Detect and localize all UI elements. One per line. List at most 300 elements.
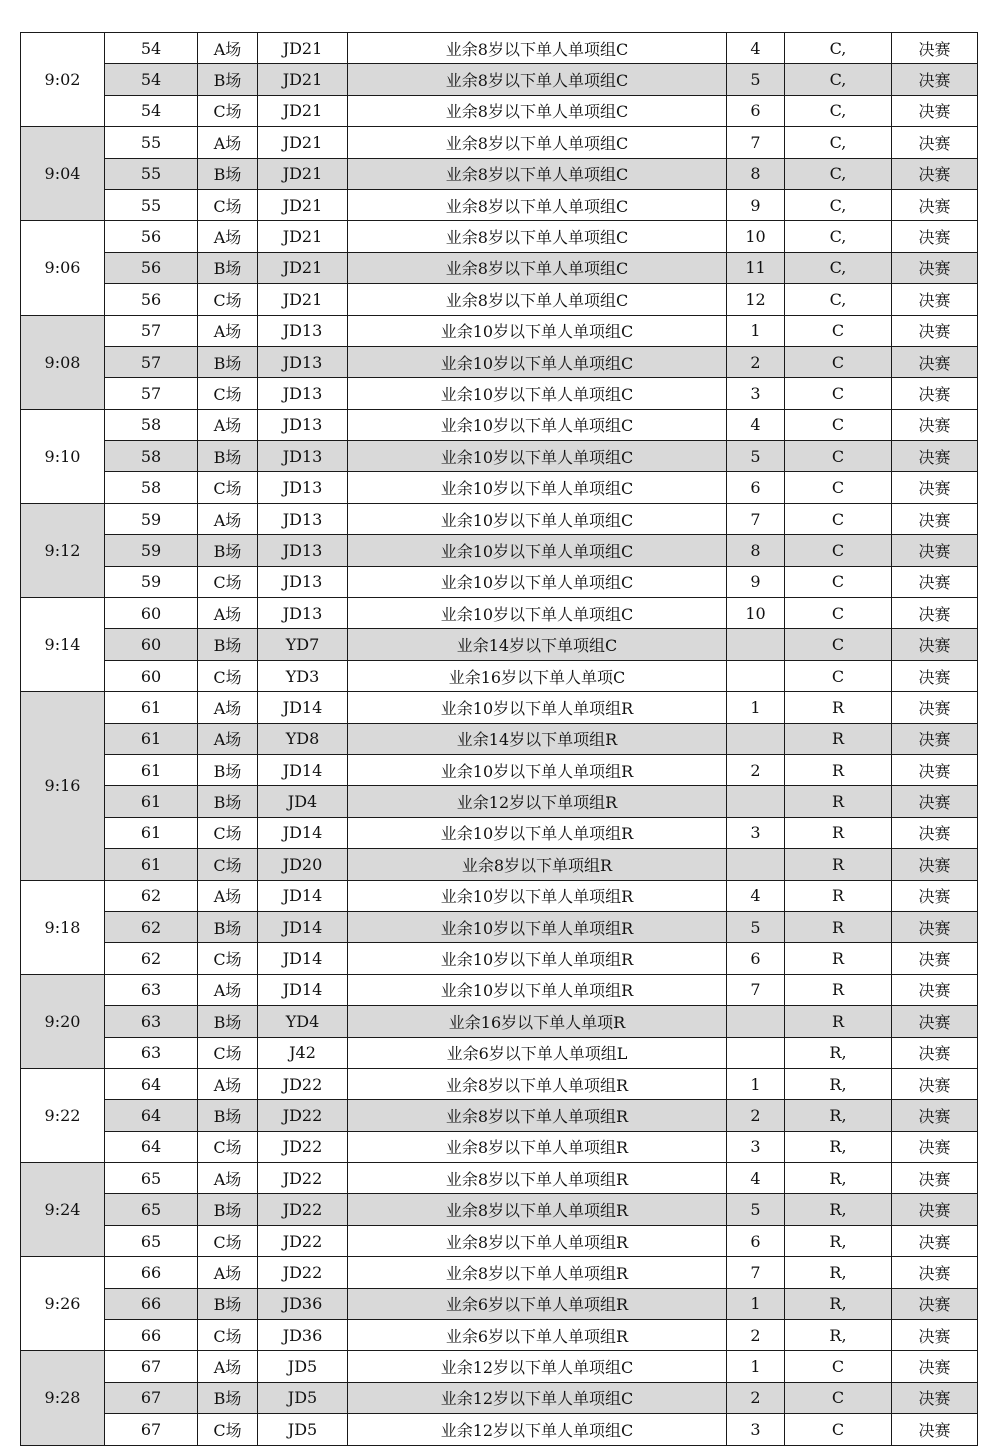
event-name-cell: 业余10岁以下单人单项组C <box>348 441 727 472</box>
sequence-cell: 4 <box>727 409 785 440</box>
match-number-cell: 65 <box>105 1194 198 1225</box>
table-row <box>21 33 978 64</box>
match-number-cell: 61 <box>105 849 198 880</box>
event-name-cell: 业余8岁以下单人单项组R <box>348 1131 727 1162</box>
match-number-cell: 54 <box>105 33 198 64</box>
category-cell: C <box>785 535 892 566</box>
court-cell: A场 <box>198 315 258 346</box>
event-code-cell: JD21 <box>258 284 348 315</box>
event-code-cell: J42 <box>258 1037 348 1068</box>
sequence-cell: 9 <box>727 189 785 220</box>
round-cell: 决赛 <box>892 1163 978 1194</box>
event-name-cell: 业余6岁以下单人单项组L <box>348 1037 727 1068</box>
event-name-cell: 业余8岁以下单人单项组C <box>348 158 727 189</box>
table-row <box>21 911 978 942</box>
category-cell: C, <box>785 284 892 315</box>
sequence-cell: 2 <box>727 1320 785 1351</box>
table-row <box>21 95 978 126</box>
sequence-cell: 2 <box>727 1100 785 1131</box>
court-cell: C场 <box>198 817 258 848</box>
match-number-cell: 65 <box>105 1163 198 1194</box>
match-number-cell: 65 <box>105 1225 198 1256</box>
sequence-cell <box>727 1037 785 1068</box>
match-number-cell: 58 <box>105 441 198 472</box>
event-code-cell: JD13 <box>258 378 348 409</box>
event-code-cell: JD5 <box>258 1414 348 1445</box>
court-cell: A场 <box>198 974 258 1005</box>
sequence-cell: 3 <box>727 1414 785 1445</box>
table-row <box>21 1288 978 1319</box>
event-code-cell: JD14 <box>258 692 348 723</box>
event-name-cell: 业余8岁以下单人单项组R <box>348 1225 727 1256</box>
court-cell: A场 <box>198 1257 258 1288</box>
table-row <box>21 472 978 503</box>
round-cell: 决赛 <box>892 33 978 64</box>
match-number-cell: 60 <box>105 660 198 691</box>
category-cell: R <box>785 692 892 723</box>
category-cell: R, <box>785 1100 892 1131</box>
court-cell: C场 <box>198 849 258 880</box>
table-row <box>21 252 978 283</box>
category-cell: C, <box>785 33 892 64</box>
match-number-cell: 64 <box>105 1131 198 1162</box>
court-cell: A场 <box>198 1068 258 1099</box>
event-name-cell: 业余8岁以下单项组R <box>348 849 727 880</box>
round-cell: 决赛 <box>892 566 978 597</box>
sequence-cell: 7 <box>727 503 785 534</box>
event-name-cell: 业余16岁以下单人单项R <box>348 1006 727 1037</box>
event-name-cell: 业余10岁以下单人单项组C <box>348 472 727 503</box>
table-row <box>21 1194 978 1225</box>
category-cell: C <box>785 346 892 377</box>
event-code-cell: JD14 <box>258 974 348 1005</box>
category-cell: R <box>785 786 892 817</box>
event-name-cell: 业余10岁以下单人单项组R <box>348 974 727 1005</box>
event-code-cell: JD13 <box>258 472 348 503</box>
event-name-cell: 业余8岁以下单人单项组R <box>348 1068 727 1099</box>
match-number-cell: 61 <box>105 723 198 754</box>
table-row <box>21 346 978 377</box>
court-cell: B场 <box>198 252 258 283</box>
round-cell: 决赛 <box>892 472 978 503</box>
category-cell: R <box>785 849 892 880</box>
match-number-cell: 59 <box>105 503 198 534</box>
time-slot-cell: 9:06 <box>21 221 105 315</box>
category-cell: R, <box>785 1068 892 1099</box>
court-cell: A场 <box>198 409 258 440</box>
event-code-cell: JD14 <box>258 754 348 785</box>
table-row <box>21 786 978 817</box>
court-cell: C场 <box>198 1225 258 1256</box>
match-number-cell: 62 <box>105 911 198 942</box>
round-cell: 决赛 <box>892 974 978 1005</box>
event-code-cell: JD13 <box>258 315 348 346</box>
court-cell: B场 <box>198 1288 258 1319</box>
round-cell: 决赛 <box>892 284 978 315</box>
round-cell: 决赛 <box>892 158 978 189</box>
event-name-cell: 业余10岁以下单人单项组C <box>348 315 727 346</box>
table-row <box>21 598 978 629</box>
event-name-cell: 业余12岁以下单人单项组C <box>348 1414 727 1445</box>
event-name-cell: 业余8岁以下单人单项组C <box>348 64 727 95</box>
table-row <box>21 221 978 252</box>
category-cell: C <box>785 598 892 629</box>
court-cell: B场 <box>198 1100 258 1131</box>
event-name-cell: 业余8岁以下单人单项组C <box>348 284 727 315</box>
sequence-cell <box>727 723 785 754</box>
event-code-cell: JD36 <box>258 1320 348 1351</box>
event-code-cell: JD21 <box>258 95 348 126</box>
sequence-cell <box>727 660 785 691</box>
sequence-cell: 2 <box>727 1382 785 1413</box>
match-number-cell: 57 <box>105 346 198 377</box>
category-cell: C <box>785 472 892 503</box>
event-code-cell: JD22 <box>258 1100 348 1131</box>
round-cell: 决赛 <box>892 1068 978 1099</box>
court-cell: B场 <box>198 786 258 817</box>
round-cell: 决赛 <box>892 535 978 566</box>
event-name-cell: 业余10岁以下单人单项组C <box>348 378 727 409</box>
event-name-cell: 业余10岁以下单人单项组R <box>348 911 727 942</box>
round-cell: 决赛 <box>892 754 978 785</box>
category-cell: C <box>785 566 892 597</box>
time-slot-cell: 9:18 <box>21 880 105 974</box>
match-number-cell: 59 <box>105 566 198 597</box>
category-cell: C <box>785 1382 892 1413</box>
time-slot-cell: 9:10 <box>21 409 105 503</box>
sequence-cell: 5 <box>727 911 785 942</box>
sequence-cell <box>727 629 785 660</box>
table-row <box>21 1068 978 1099</box>
round-cell: 决赛 <box>892 1257 978 1288</box>
match-number-cell: 67 <box>105 1351 198 1382</box>
category-cell: R <box>785 974 892 1005</box>
court-cell: C场 <box>198 95 258 126</box>
sequence-cell: 6 <box>727 1225 785 1256</box>
round-cell: 决赛 <box>892 723 978 754</box>
event-code-cell: JD22 <box>258 1131 348 1162</box>
event-name-cell: 业余12岁以下单人单项组C <box>348 1382 727 1413</box>
time-slot-cell: 9:12 <box>21 503 105 597</box>
event-code-cell: JD21 <box>258 33 348 64</box>
table-row <box>21 849 978 880</box>
category-cell: C <box>785 660 892 691</box>
round-cell: 决赛 <box>892 64 978 95</box>
round-cell: 决赛 <box>892 849 978 880</box>
event-code-cell: JD13 <box>258 598 348 629</box>
event-name-cell: 业余10岁以下单人单项组R <box>348 692 727 723</box>
category-cell: C <box>785 378 892 409</box>
category-cell: C <box>785 503 892 534</box>
category-cell: R, <box>785 1320 892 1351</box>
event-code-cell: JD21 <box>258 189 348 220</box>
event-code-cell: JD13 <box>258 535 348 566</box>
category-cell: R, <box>785 1131 892 1162</box>
event-code-cell: YD7 <box>258 629 348 660</box>
round-cell: 决赛 <box>892 817 978 848</box>
event-code-cell: JD22 <box>258 1225 348 1256</box>
round-cell: 决赛 <box>892 378 978 409</box>
event-name-cell: 业余10岁以下单人单项组R <box>348 817 727 848</box>
event-code-cell: YD4 <box>258 1006 348 1037</box>
match-number-cell: 55 <box>105 127 198 158</box>
court-cell: A场 <box>198 1351 258 1382</box>
match-number-cell: 55 <box>105 158 198 189</box>
time-slot-cell: 9:20 <box>21 974 105 1068</box>
sequence-cell <box>727 1006 785 1037</box>
match-number-cell: 66 <box>105 1257 198 1288</box>
time-slot-cell: 9:24 <box>21 1163 105 1257</box>
event-name-cell: 业余10岁以下单人单项组R <box>348 943 727 974</box>
sequence-cell: 3 <box>727 817 785 848</box>
match-number-cell: 57 <box>105 378 198 409</box>
sequence-cell: 3 <box>727 378 785 409</box>
court-cell: A场 <box>198 503 258 534</box>
event-name-cell: 业余8岁以下单人单项组R <box>348 1194 727 1225</box>
table-row <box>21 284 978 315</box>
category-cell: C, <box>785 64 892 95</box>
court-cell: B场 <box>198 1006 258 1037</box>
sequence-cell: 7 <box>727 974 785 1005</box>
court-cell: B场 <box>198 64 258 95</box>
sequence-cell: 11 <box>727 252 785 283</box>
sequence-cell <box>727 849 785 880</box>
event-name-cell: 业余6岁以下单人单项组R <box>348 1288 727 1319</box>
event-code-cell: JD20 <box>258 849 348 880</box>
event-code-cell: JD14 <box>258 943 348 974</box>
court-cell: C场 <box>198 660 258 691</box>
match-number-cell: 61 <box>105 754 198 785</box>
round-cell: 决赛 <box>892 315 978 346</box>
round-cell: 决赛 <box>892 1382 978 1413</box>
court-cell: C场 <box>198 284 258 315</box>
sequence-cell: 8 <box>727 158 785 189</box>
event-code-cell: JD21 <box>258 158 348 189</box>
category-cell: C <box>785 1351 892 1382</box>
court-cell: C场 <box>198 943 258 974</box>
match-number-cell: 58 <box>105 409 198 440</box>
event-code-cell: JD21 <box>258 127 348 158</box>
round-cell: 决赛 <box>892 189 978 220</box>
table-row <box>21 723 978 754</box>
sequence-cell: 10 <box>727 221 785 252</box>
table-row <box>21 64 978 95</box>
round-cell: 决赛 <box>892 221 978 252</box>
sequence-cell: 12 <box>727 284 785 315</box>
round-cell: 决赛 <box>892 1131 978 1162</box>
event-name-cell: 业余6岁以下单人单项组R <box>348 1320 727 1351</box>
table-row <box>21 1320 978 1351</box>
match-number-cell: 63 <box>105 1037 198 1068</box>
event-code-cell: JD21 <box>258 252 348 283</box>
sequence-cell: 9 <box>727 566 785 597</box>
sequence-cell: 6 <box>727 472 785 503</box>
court-cell: B场 <box>198 346 258 377</box>
table-row <box>21 566 978 597</box>
table-row <box>21 974 978 1005</box>
round-cell: 决赛 <box>892 1194 978 1225</box>
event-code-cell: JD22 <box>258 1068 348 1099</box>
category-cell: C, <box>785 158 892 189</box>
category-cell: R <box>785 754 892 785</box>
round-cell: 决赛 <box>892 127 978 158</box>
table-row <box>21 1100 978 1131</box>
round-cell: 决赛 <box>892 943 978 974</box>
table-row <box>21 660 978 691</box>
round-cell: 决赛 <box>892 1037 978 1068</box>
sequence-cell: 8 <box>727 535 785 566</box>
match-number-cell: 67 <box>105 1414 198 1445</box>
event-code-cell: YD3 <box>258 660 348 691</box>
table-row <box>21 754 978 785</box>
match-number-cell: 64 <box>105 1100 198 1131</box>
round-cell: 决赛 <box>892 786 978 817</box>
sequence-cell: 1 <box>727 1068 785 1099</box>
event-name-cell: 业余10岁以下单人单项组R <box>348 754 727 785</box>
sequence-cell: 7 <box>727 1257 785 1288</box>
sequence-cell: 3 <box>727 1131 785 1162</box>
table-row <box>21 1351 978 1382</box>
court-cell: A场 <box>198 127 258 158</box>
match-number-cell: 61 <box>105 817 198 848</box>
match-number-cell: 56 <box>105 252 198 283</box>
event-code-cell: JD22 <box>258 1163 348 1194</box>
time-slot-cell: 9:16 <box>21 692 105 880</box>
table-row <box>21 692 978 723</box>
event-name-cell: 业余8岁以下单人单项组C <box>348 252 727 283</box>
match-number-cell: 58 <box>105 472 198 503</box>
court-cell: B场 <box>198 441 258 472</box>
match-number-cell: 56 <box>105 221 198 252</box>
event-name-cell: 业余16岁以下单人单项C <box>348 660 727 691</box>
event-code-cell: JD21 <box>258 64 348 95</box>
category-cell: C, <box>785 252 892 283</box>
sequence-cell: 1 <box>727 1351 785 1382</box>
round-cell: 决赛 <box>892 1351 978 1382</box>
table-row <box>21 1382 978 1413</box>
court-cell: C场 <box>198 1414 258 1445</box>
court-cell: B场 <box>198 158 258 189</box>
event-name-cell: 业余8岁以下单人单项组R <box>348 1100 727 1131</box>
sequence-cell: 7 <box>727 127 785 158</box>
event-code-cell: JD13 <box>258 503 348 534</box>
event-code-cell: JD13 <box>258 441 348 472</box>
event-name-cell: 业余10岁以下单人单项组C <box>348 598 727 629</box>
time-slot-cell: 9:02 <box>21 33 105 127</box>
table-row <box>21 629 978 660</box>
table-row <box>21 535 978 566</box>
event-code-cell: JD4 <box>258 786 348 817</box>
match-number-cell: 67 <box>105 1382 198 1413</box>
event-code-cell: JD13 <box>258 566 348 597</box>
event-code-cell: JD13 <box>258 346 348 377</box>
schedule-body <box>21 33 978 1446</box>
event-code-cell: JD14 <box>258 817 348 848</box>
time-slot-cell: 9:04 <box>21 127 105 221</box>
round-cell: 决赛 <box>892 692 978 723</box>
round-cell: 决赛 <box>892 95 978 126</box>
match-number-cell: 54 <box>105 95 198 126</box>
table-row <box>21 409 978 440</box>
court-cell: C场 <box>198 566 258 597</box>
event-code-cell: JD5 <box>258 1382 348 1413</box>
sequence-cell: 10 <box>727 598 785 629</box>
time-slot-cell: 9:28 <box>21 1351 105 1445</box>
table-row <box>21 1163 978 1194</box>
event-name-cell: 业余8岁以下单人单项组C <box>348 33 727 64</box>
event-name-cell: 业余12岁以下单人单项组C <box>348 1351 727 1382</box>
match-number-cell: 55 <box>105 189 198 220</box>
category-cell: R, <box>785 1257 892 1288</box>
court-cell: C场 <box>198 1131 258 1162</box>
court-cell: A场 <box>198 221 258 252</box>
round-cell: 决赛 <box>892 1225 978 1256</box>
event-name-cell: 业余8岁以下单人单项组C <box>348 221 727 252</box>
sequence-cell: 5 <box>727 441 785 472</box>
category-cell: R <box>785 817 892 848</box>
court-cell: A场 <box>198 880 258 911</box>
match-number-cell: 54 <box>105 64 198 95</box>
category-cell: R <box>785 911 892 942</box>
court-cell: A场 <box>198 692 258 723</box>
table-row <box>21 1257 978 1288</box>
event-name-cell: 业余10岁以下单人单项组C <box>348 535 727 566</box>
event-code-cell: JD21 <box>258 221 348 252</box>
court-cell: B场 <box>198 535 258 566</box>
court-cell: A场 <box>198 1163 258 1194</box>
event-name-cell: 业余10岁以下单人单项组C <box>348 409 727 440</box>
category-cell: R, <box>785 1288 892 1319</box>
match-number-cell: 62 <box>105 880 198 911</box>
round-cell: 决赛 <box>892 409 978 440</box>
match-number-cell: 66 <box>105 1288 198 1319</box>
court-cell: C场 <box>198 378 258 409</box>
event-name-cell: 业余8岁以下单人单项组R <box>348 1163 727 1194</box>
event-code-cell: JD22 <box>258 1257 348 1288</box>
sequence-cell: 1 <box>727 315 785 346</box>
event-name-cell: 业余10岁以下单人单项组C <box>348 566 727 597</box>
table-row <box>21 158 978 189</box>
sequence-cell: 5 <box>727 64 785 95</box>
category-cell: C, <box>785 189 892 220</box>
sequence-cell: 4 <box>727 33 785 64</box>
round-cell: 决赛 <box>892 880 978 911</box>
event-name-cell: 业余10岁以下单人单项组C <box>348 503 727 534</box>
round-cell: 决赛 <box>892 252 978 283</box>
round-cell: 决赛 <box>892 629 978 660</box>
table-row <box>21 1037 978 1068</box>
category-cell: R <box>785 1006 892 1037</box>
court-cell: C场 <box>198 472 258 503</box>
table-row <box>21 943 978 974</box>
table-row <box>21 378 978 409</box>
time-slot-cell: 9:14 <box>21 598 105 692</box>
event-code-cell: JD13 <box>258 409 348 440</box>
sequence-cell: 2 <box>727 754 785 785</box>
event-code-cell: JD5 <box>258 1351 348 1382</box>
sequence-cell: 6 <box>727 943 785 974</box>
match-number-cell: 57 <box>105 315 198 346</box>
table-row <box>21 127 978 158</box>
category-cell: R, <box>785 1225 892 1256</box>
match-number-cell: 64 <box>105 1068 198 1099</box>
court-cell: B场 <box>198 1382 258 1413</box>
event-name-cell: 业余12岁以下单项组R <box>348 786 727 817</box>
category-cell: R <box>785 943 892 974</box>
match-number-cell: 61 <box>105 786 198 817</box>
event-name-cell: 业余14岁以下单项组C <box>348 629 727 660</box>
match-number-cell: 63 <box>105 1006 198 1037</box>
